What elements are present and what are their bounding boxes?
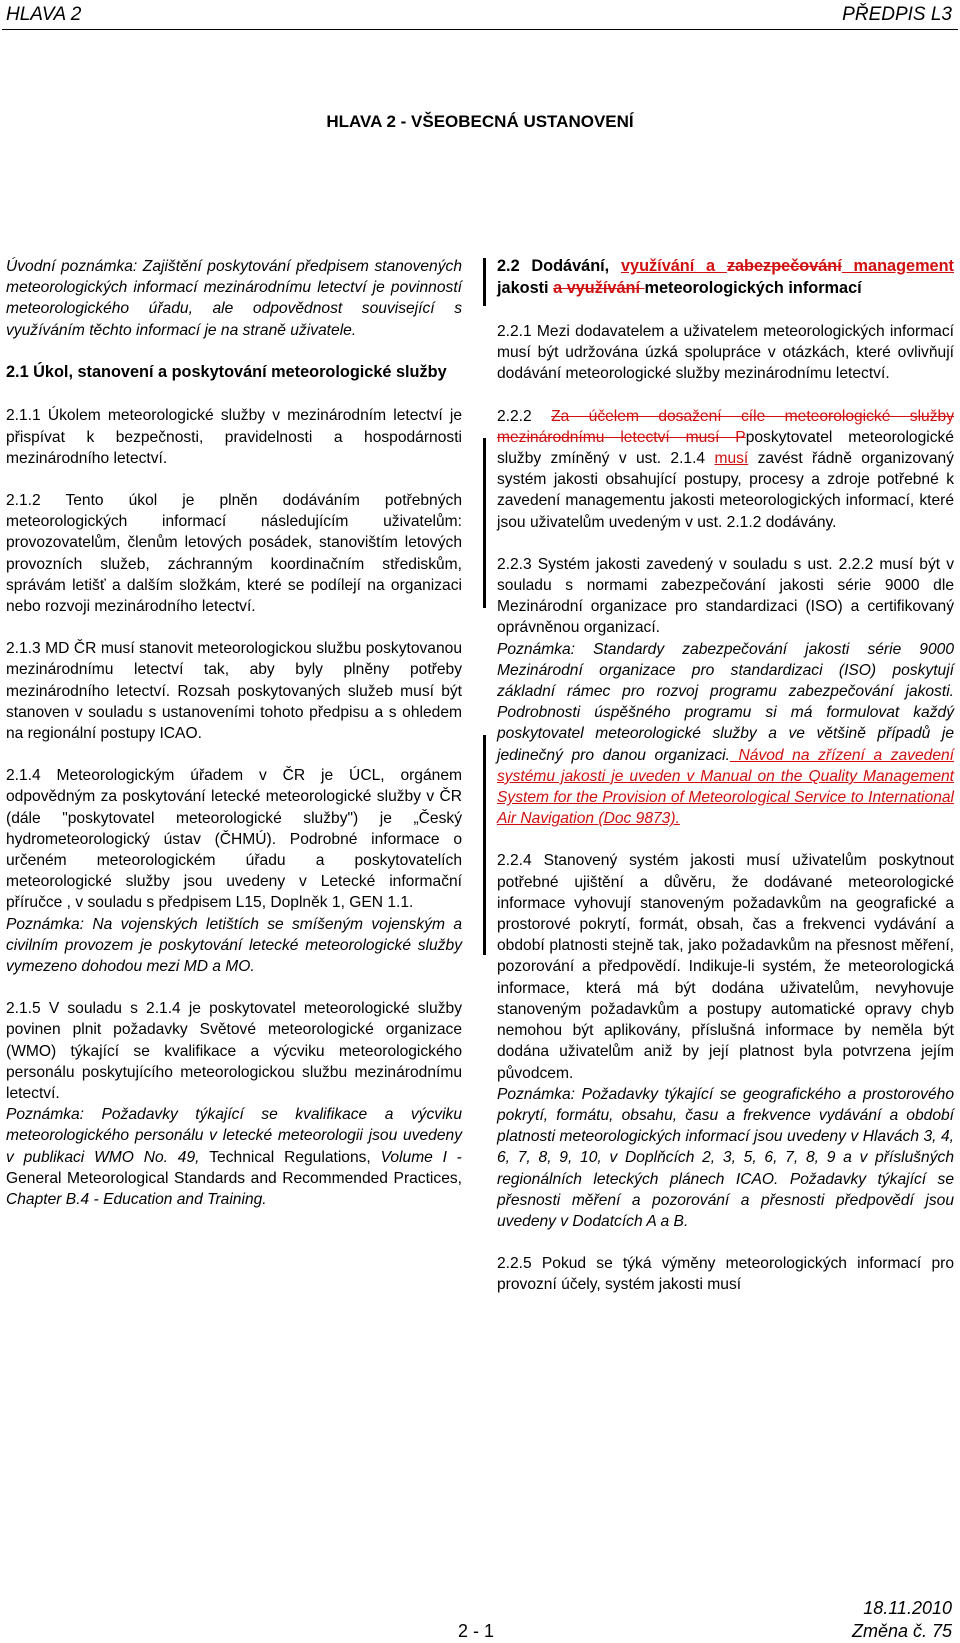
revision-bar <box>483 438 486 608</box>
note-2-2-3-text: Poznámka: Standardy zabezpečování jakosti série 9000 Mezinárodní organizace pro standardizaci (ISO) poskytují základní rámec pro rozvoj programu zabezpečování jakosti. Podrobnosti úspěšného programu si má formulovat každý poskytovatel meteorologické služby a ve většině případů je jedinečný pro danou organizaci. <box>497 640 954 764</box>
deleted-text: zabezpečování <box>726 257 842 275</box>
inserted-text: využívání a <box>620 257 727 275</box>
intro-note: Úvodní poznámka: Zajištění poskytování předpisem stanovených meteorologických informací mezinárodnímu letectví je povinností meteorologického úřadu, ale odpovědnost související s využíváním těchto informací je na straně uživatele. <box>6 258 462 339</box>
note-2-2-3 <box>497 639 954 830</box>
paragraph-2-2-5: 2.2.5 Pokud se týká výměny meteorologických informací pro provozní účely, systém jakosti musí <box>497 1255 954 1294</box>
section-heading-2-1: 2.1 Úkol, stanovení a poskytování meteorologické služby <box>6 362 447 381</box>
footer-date: 18.11.2010 <box>863 1598 952 1618</box>
note-2-1-5-text-b: Technical Regulations, <box>209 1148 381 1166</box>
header-regulation: PŘEDPIS L3 <box>842 4 952 25</box>
paragraph-2-2-2-text-b: poskytovatel meteorologické služby zmíněný v ust. 2.1.4 <box>497 428 954 468</box>
note-2-1-5-text-c: Volume I <box>380 1148 447 1166</box>
deleted-text: a využívání <box>553 278 645 297</box>
revision-bar <box>483 258 486 306</box>
paragraph-2-1-1: 2.1.1 Úkolem meteorologické služby v mezinárodním letectví je přispívat k bezpečnosti, pravidelnosti a hospodárnosti mezinárodního letectví. <box>6 407 462 467</box>
note-2-1-5-text-d: - General Meteorological Standards and Recommended Practices, <box>6 1148 462 1187</box>
paragraph-2-2-2 <box>497 406 954 533</box>
footer-page-number: 2 - 1 <box>458 1621 495 1641</box>
deleted-text: Za účelem dosažení cíle meteorologické služby mezinárodnímu letectví musí P <box>497 407 954 446</box>
note-2-1-5-text-e: Chapter B.4 - Education and Training. <box>6 1191 267 1209</box>
heading-2-2-text-b: jakosti <box>497 278 554 297</box>
paragraph-2-1-2: 2.1.2 Tento úkol je plněn dodáváním potřebných meteorologických informací následujícím uživatelům: provozovatelům, členům letových posádek, stanovištím letových provozních služeb, záchranným koordinačním střediskům, správám letišť a dalším složkám, které se podílejí na organizaci nebo rozvoji mezinárodního letectví. <box>6 491 462 615</box>
page-title: HLAVA 2 - VŠEOBECNÁ USTANOVENÍ <box>326 112 634 131</box>
note-2-1-5-text-a: Poznámka: Požadavky týkající se kvalifikace a výcviku meteorologického personálu v letecké meteorologii jsou uvedeny v publikaci WMO No. 49, <box>6 1106 462 1166</box>
header-rule <box>2 29 958 30</box>
paragraph-2-2-2-text-a: 2.2.2 <box>497 407 552 425</box>
heading-2-2-text-a: 2.2 Dodávání, <box>497 257 621 275</box>
footer-amendment: Změna č. 75 <box>851 1621 952 1641</box>
paragraph-2-1-4: 2.1.4 Meteorologickým úřadem v ČR je ÚCL, orgánem odpovědným za poskytování letecké meteorologické služby v ČR (dále "poskytovatel meteorologické služby") je „Český hydrometeorologický ústav (ČHMÚ). Podrobné informace o určeném meteorologickém úřadu a poskytovatelích meteorologické služby jsou uvedeny v Letecké informační příručce , v souladu s předpisem L15, Doplněk 1, GEN 1.1. <box>6 767 462 912</box>
paragraph-2-2-4: 2.2.4 Stanovený systém jakosti musí uživatelům poskytnout potřebné ujištění a důvěru, že dodávané meteorologické informace vyhovují stanoveným požadavkům na geografické a prostorové pokrytí, formát, obsah, čas a frekvenci vydávání a období platnosti stejně tak, jako požadavkům na přesnost měření, pozorování a předpovědí. Indikuje-li systém, že meteorologická informace, která má být dodána uživatelům, nevyhovuje stanoveným požadavkům a postupy automatické opravy chyb nemohou být aplikovány, příslušná informace by neměla být dodána uživatelům aniž by její platnost byla potvrzena jejím původcem. <box>497 852 954 1082</box>
paragraph-2-1-3: 2.1.3 MD ČR musí stanovit meteorologickou službu poskytovanou mezinárodnímu letectví tak, aby byly plněny potřeby mezinárodního letectví. Rozsah poskytovaných služeb musí být stanoven v souladu s ustanoveními tohoto předpisu a s ohledem na regionální postupy ICAO. <box>6 640 462 742</box>
note-2-2-4: Poznámka: Požadavky týkající se geografického a prostorového pokrytí, formátu, obsahu, času a frekvence vydávání a období platnosti meteorologických informací jsou uvedeny v Hlavách 3, 4, 6, 7, 8, 9, 10, v Doplňcích 2, 3, 5, 6, 7, 8, 9 a v příslušných regionálních leteckých plánech ICAO. Požadavky týkající se přesnosti měření a pozorování a přesnosti předpovědí jsou uvedeny v Dodatcích A a B. <box>497 1085 954 1230</box>
right-column <box>497 256 954 1296</box>
inserted-text: musí <box>714 450 749 468</box>
revision-bar <box>483 735 486 955</box>
inserted-text: Návod na zřízení a zavedení systému jakosti je uveden v Manual on the Quality Management System for the Provision of Meteorological Service to International Air Navigation (Doc 9873). <box>497 746 954 828</box>
header-chapter: HLAVA 2 <box>6 4 82 25</box>
paragraph-2-1-5: 2.1.5 V souladu s 2.1.4 je poskytovatel meteorologické služby povinen plnit požadavky Světové meteorologické organizace (WMO) týkající se kvalifikace a výcviku meteorologického personálu poskytujícího meteorologickou službu mezinárodnímu letectví. <box>6 1000 462 1102</box>
note-2-1-5 <box>6 1104 462 1210</box>
left-column <box>6 256 462 1231</box>
note-2-1-4: Poznámka: Na vojenských letištích se smíšeným vojenským a civilním provozem je poskytování letecké meteorologické služby vymezeno dohodou mezi MD a MO. <box>6 915 462 975</box>
paragraph-2-2-3: 2.2.3 Systém jakosti zavedený v souladu s ust. 2.2.2 musí být v souladu s normami zabezpečování jakosti série 9000 dle Mezinárodní organizace pro standardizaci (ISO) a certifikovaný oprávněnou organizací. <box>497 555 954 637</box>
heading-2-2-text-c: meteorologických informací <box>644 278 862 297</box>
inserted-text: management <box>841 257 954 275</box>
section-heading-2-2 <box>497 256 954 299</box>
paragraph-2-2-2-text-c: zavést řádně organizovaný systém jakosti obsahující postupy, procesy a zdroje potřebné k zavedení managementu jakosti meteorologických informací, které jsou uživatelům uvedeným v ust. 2.1.2 dodávány. <box>497 450 954 531</box>
paragraph-2-2-1: 2.2.1 Mezi dodavatelem a uživatelem meteorologických informací musí být udržována úzká spolupráce v otázkách, které ovlivňují dodávání meteorologické služby mezinárodnímu letectví. <box>497 323 954 383</box>
